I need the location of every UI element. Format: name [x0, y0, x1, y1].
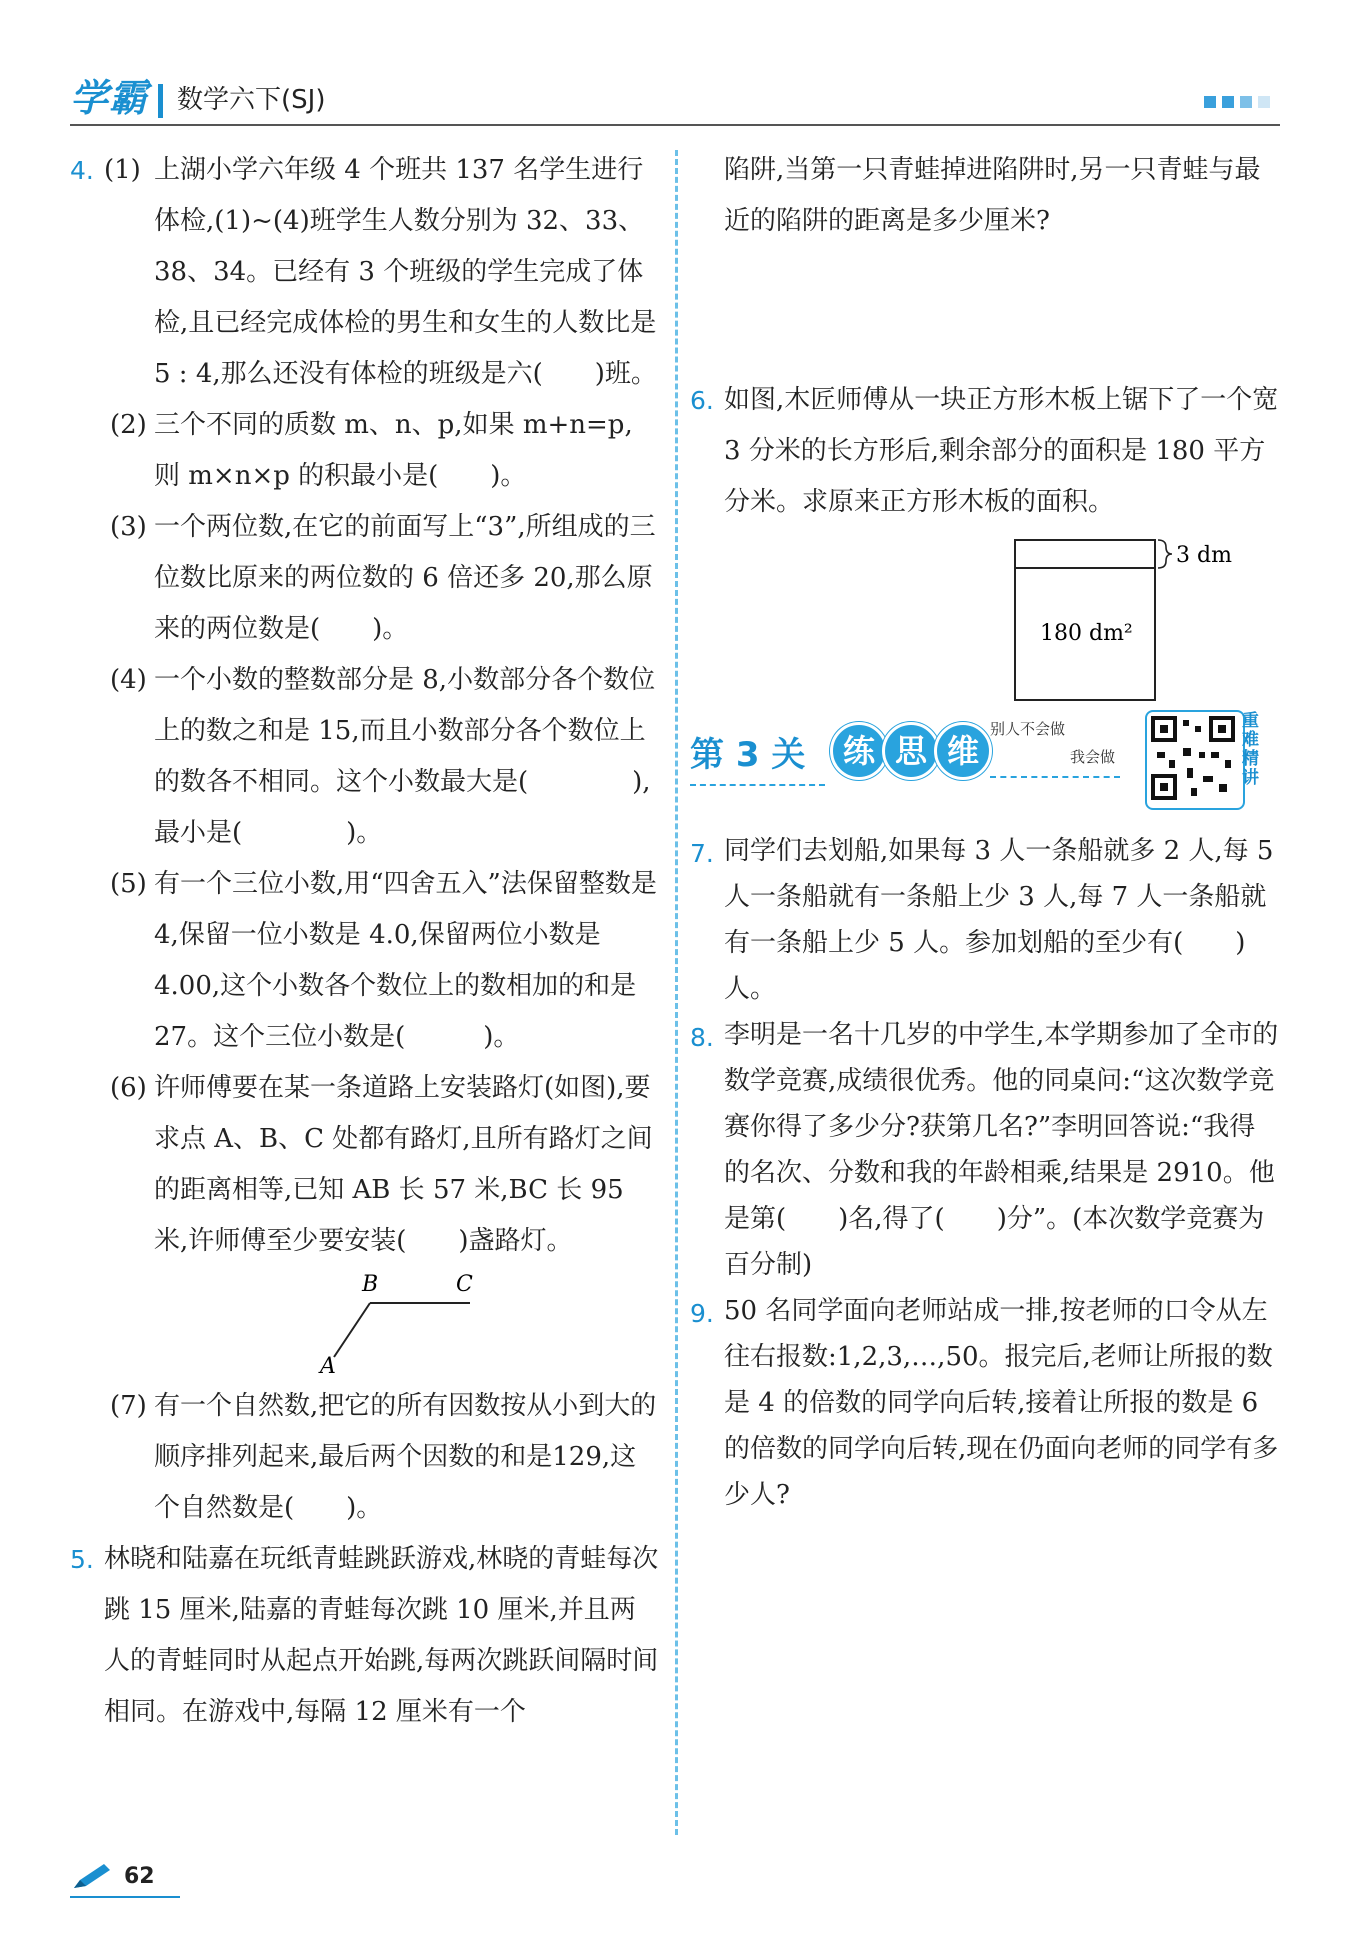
- question-4: [70, 145, 660, 400]
- sub-number: (6): [110, 1073, 147, 1103]
- sub-question-text: 一个小数的整数部分是 8,小数部分各个数位上的数之和是 15,而且小数部分各个数位上的数各不相同。这个小数最大是( ),最小是( )。: [154, 665, 656, 848]
- sub-question-7: [70, 1381, 660, 1534]
- sub-question-1: [104, 145, 660, 400]
- question-text: 同学们去划船,如果每 3 人一条船就多 2 人,每 5 人一条船就有一条船上少 3 人,每 7 人一条船就有一条船上少 5 人。参加划船的至少有( )人。: [724, 836, 1274, 1004]
- sub-question-text: 三个不同的质数 m、n、p,如果 m+n=p,: [154, 410, 633, 440]
- section-badge: [830, 722, 986, 780]
- page-number: 62: [124, 1864, 155, 1889]
- sub-question-text: 有一个三位小数,用“四舍五入”法保留整数是 4,保留一位小数是 4.0,保留两位小数是 4.00,这个小数各个数位上的数相加的和是 27。这个三位小数是( )。: [154, 869, 657, 1052]
- sub-question-text: 一个两位数,在它的前面写上“3”,所组成的三位数比原来的两位数的 6 倍还多 20,那么原来的两位数是( )。: [154, 512, 656, 644]
- right-column: [690, 145, 1280, 1518]
- sub-question-text: 许师傅要在某一条道路上安装路灯(如图),要求点 A、B、C 处都有路灯,且所有路灯之间的距离相等,已知 AB 长 57 米,BC 长 95 米,许师傅至少要安装( )盏路灯。: [154, 1073, 653, 1256]
- area-label: 180 dm²: [1040, 621, 1133, 646]
- question-number: 6.: [690, 386, 714, 415]
- badge-char: 思: [882, 722, 940, 780]
- qr-label: 重难精讲: [1242, 711, 1259, 788]
- header-decoration: [1204, 96, 1270, 108]
- sub-question-2: [70, 400, 660, 502]
- pencil-icon: [70, 1862, 116, 1892]
- square-board-figure: [690, 528, 1280, 718]
- width-label: 3 dm: [1176, 543, 1232, 568]
- footer-rule: [70, 1896, 180, 1898]
- section-title: 第 3 关: [690, 735, 806, 775]
- abc-line-figure: [70, 1269, 660, 1381]
- question-5: [70, 1534, 660, 1738]
- question-text: 林晓和陆嘉在玩纸青蛙跳跃游戏,林晓的青蛙每次跳 15 厘米,陆嘉的青蛙每次跳 10 厘米,并且两人的青蛙同时从起点开始跳,每两次跳跃间隔时间相同。在游戏中,每隔 12 厘米有一个: [104, 1544, 659, 1727]
- badge-char: 维: [934, 722, 992, 780]
- badge-char: 练: [830, 722, 888, 780]
- point-b-label: B: [362, 1272, 379, 1297]
- left-column: [70, 145, 660, 1738]
- book-title: 数学六下(SJ): [177, 85, 326, 115]
- arrow-icon: [990, 776, 1120, 778]
- point-a-label: A: [320, 1354, 336, 1379]
- question-number: 4.: [70, 156, 94, 185]
- sub-question-3: [70, 502, 660, 655]
- footer: [70, 1858, 180, 1898]
- question-text: 陷阱,当第一只青蛙掉进陷阱时,另一只青蛙与最近的陷阱的距离是多少厘米?: [724, 155, 1261, 236]
- logo-divider: [158, 84, 163, 118]
- question-text: 如图,木匠师傅从一块正方形木板上锯下了一个宽 3 分米的长方形后,剩余部分的面积是 180 平方分米。求原来正方形木板的面积。: [724, 385, 1279, 517]
- sub-question-text: 有一个自然数,把它的所有因数按从小到大的顺序排列起来,最后两个因数的和是129,这个自然数是( )。: [154, 1391, 657, 1523]
- question-9: [690, 1288, 1280, 1518]
- sub-number: (7): [110, 1391, 147, 1421]
- sub-number: (3): [110, 512, 147, 542]
- header-rule: [70, 124, 1280, 126]
- sub-question-6: [70, 1063, 660, 1267]
- logo: [70, 72, 325, 122]
- question-text: 李明是一名十几岁的中学生,本学期参加了全市的数学竞赛,成绩很优秀。他的同桌问:“这次数学竞赛你得了多少分?获第几名?”李明回答说:“我得的名次、分数和我的年龄相乘,结果是 2910。他是第( )名,得了( )分”。(本次数学竞赛为百分制): [724, 1020, 1279, 1280]
- header: [70, 72, 1280, 122]
- section-note: 我会做: [1070, 748, 1116, 766]
- sub-question-5: [70, 859, 660, 1063]
- question-number: 9.: [690, 1299, 714, 1328]
- sub-number: (5): [110, 869, 147, 899]
- question-8: [690, 1012, 1280, 1288]
- road-lamp-diagram: [70, 1269, 660, 1381]
- question-number: 7.: [690, 839, 714, 868]
- sub-number: (2): [110, 410, 147, 440]
- qr-code-icon[interactable]: [1145, 710, 1245, 810]
- question-6: [690, 375, 1280, 528]
- sub-question-text: 上湖小学六年级 4 个班共 137 名学生进行体检,(1)~(4)班学生人数分别为 32、33、38、34。已经有 3 个班级的学生完成了体检,且已经完成体检的男生和女生的人数比是 5 : 4,那么还没有体检的班级是六( )班。: [154, 155, 657, 389]
- question-number: 5.: [70, 1545, 94, 1574]
- column-divider: [675, 150, 678, 1835]
- question-5-continued: [690, 145, 1280, 375]
- section-note: 别人不会做: [990, 720, 1066, 738]
- sub-number: (4): [110, 665, 147, 695]
- qr-pattern: [1147, 712, 1239, 804]
- question-number: 8.: [690, 1023, 714, 1052]
- sub-question-4: [70, 655, 660, 859]
- board-diagram: [690, 528, 1280, 718]
- section-banner: [690, 711, 1280, 828]
- question-7: [690, 828, 1280, 1012]
- logo-text: 学霸: [70, 76, 149, 120]
- sub-question-text: 则 m×n×p 的积最小是( )。: [154, 461, 527, 491]
- question-text: 50 名同学面向老师站成一排,按老师的口令从左往右报数:1,2,3,…,50。报完后,老师让所报的数是 4 的倍数的同学向后转,接着让所报的数是 6 的倍数的同学向后转,现在仍面向老师的同学有多少人?: [724, 1296, 1279, 1510]
- point-c-label: C: [456, 1272, 473, 1297]
- sub-number: (1): [104, 155, 141, 185]
- section-underline: [690, 784, 825, 786]
